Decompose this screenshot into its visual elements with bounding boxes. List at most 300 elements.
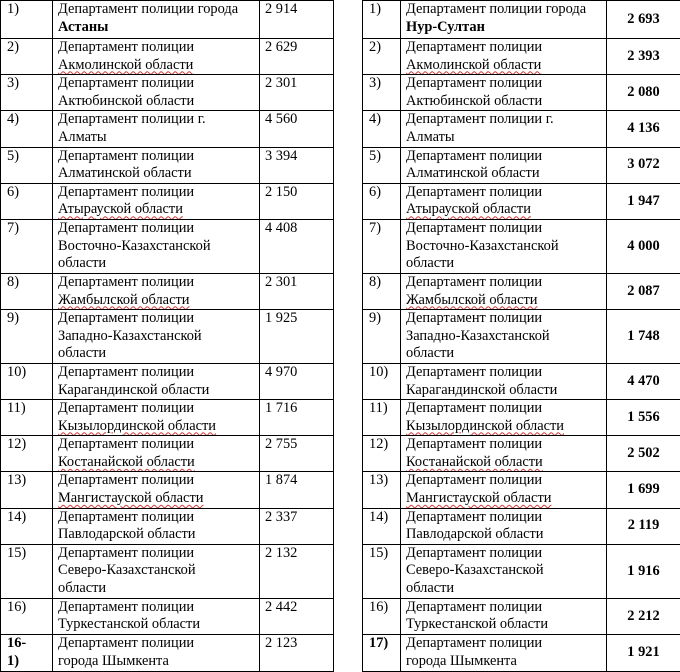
department-region-line xyxy=(58,93,254,111)
staff-count: 2 502 xyxy=(627,445,659,461)
staff-count: 2 914 xyxy=(265,1,297,17)
staff-count-cell xyxy=(607,310,680,364)
staff-count-cell xyxy=(260,39,334,75)
row-number-cell xyxy=(1,111,53,147)
department-name-line: Департамент полиции xyxy=(406,400,601,418)
department-region-line xyxy=(58,382,254,400)
department-name-line: Департамент полиции xyxy=(406,599,601,617)
department-region-text: Туркестанской области xyxy=(58,616,200,632)
department-name-line: Департамент полиции xyxy=(406,509,601,527)
row-number: 8) xyxy=(369,274,381,290)
department-name-cell xyxy=(53,183,260,219)
department-region-text: города Шымкента xyxy=(406,653,517,669)
department-name-line: Департамент полиции xyxy=(58,220,254,238)
table-row xyxy=(363,400,680,436)
table-row xyxy=(1,508,334,544)
table-row xyxy=(363,75,680,111)
department-name-cell xyxy=(53,219,260,273)
table-row xyxy=(1,598,334,634)
staff-count-cell xyxy=(607,508,680,544)
department-region-line xyxy=(406,653,601,671)
department-name-cell xyxy=(53,310,260,364)
department-region-text: Карагандинской области xyxy=(406,382,557,398)
row-number: 12) xyxy=(7,436,26,452)
department-region-text: Актюбинской области xyxy=(406,93,542,109)
table-row xyxy=(1,183,334,219)
row-number-cell xyxy=(363,436,401,472)
department-region-text: Северо-Казахстанской xyxy=(58,562,196,578)
row-number-cell xyxy=(363,544,401,598)
department-name-cell xyxy=(53,472,260,508)
staff-count: 2 132 xyxy=(265,545,297,561)
department-region-line xyxy=(58,292,254,310)
staff-count-cell xyxy=(260,183,334,219)
staff-count-cell xyxy=(607,1,680,39)
department-name-cell xyxy=(53,39,260,75)
staff-count: 4 136 xyxy=(627,120,659,136)
department-name-cell xyxy=(401,75,607,111)
staff-count: 2 123 xyxy=(265,635,297,651)
staff-count-cell xyxy=(260,273,334,309)
department-name-cell xyxy=(401,273,607,309)
department-region-text: Западно-Казахстанской xyxy=(406,328,550,344)
row-number: 9) xyxy=(7,310,19,326)
row-number-cell xyxy=(363,147,401,183)
table-row xyxy=(1,147,334,183)
staff-count-cell xyxy=(260,310,334,364)
department-name-line: Департамент полиции xyxy=(406,472,601,490)
department-name-line: области xyxy=(58,255,254,273)
department-region-text: Кызылординской области xyxy=(58,418,216,434)
staff-count: 2 337 xyxy=(265,509,297,525)
department-region-text: Алматы xyxy=(58,129,107,145)
department-name-line: Департамент полиции xyxy=(406,39,601,57)
staff-count-cell xyxy=(607,75,680,111)
row-number-cell xyxy=(1,472,53,508)
department-name-line: Департамент полиции xyxy=(58,599,254,617)
department-name-cell xyxy=(401,472,607,508)
row-number: 13) xyxy=(369,472,388,488)
row-number: 12) xyxy=(369,436,388,452)
department-region-text: Павлодарской области xyxy=(406,526,544,542)
department-city-name: Нур-Султан xyxy=(406,19,485,35)
staff-count-cell xyxy=(260,635,334,672)
row-number: 8) xyxy=(7,274,19,290)
department-region-line xyxy=(406,382,601,400)
department-name-cell xyxy=(53,598,260,634)
staff-count: 2 301 xyxy=(265,75,297,91)
row-number-cell xyxy=(1,310,53,364)
table-row xyxy=(363,1,680,39)
row-number-cell xyxy=(1,508,53,544)
staff-count: 2 693 xyxy=(627,11,659,27)
row-number-cell xyxy=(1,544,53,598)
department-region-line xyxy=(58,165,254,183)
department-name-line: Департамент полиции xyxy=(406,635,601,653)
row-number-cell xyxy=(363,363,401,399)
department-name-cell xyxy=(401,111,607,147)
department-name-line: области xyxy=(406,580,601,598)
row-number-cell xyxy=(363,1,401,39)
table-row xyxy=(1,273,334,309)
department-name-line: области xyxy=(58,345,254,363)
table-row xyxy=(363,598,680,634)
table-row xyxy=(363,544,680,598)
staff-count-cell xyxy=(607,183,680,219)
table-row xyxy=(1,544,334,598)
table-row xyxy=(363,147,680,183)
staff-count-cell xyxy=(607,598,680,634)
table-row xyxy=(363,635,680,672)
row-number: 6) xyxy=(369,184,381,200)
table-row xyxy=(1,1,334,39)
department-region-line xyxy=(58,526,254,544)
staff-count-cell xyxy=(607,472,680,508)
department-name-line: Департамент полиции xyxy=(58,400,254,418)
department-name-cell xyxy=(401,544,607,598)
table-row xyxy=(1,436,334,472)
staff-count-cell xyxy=(260,147,334,183)
staff-count: 1 925 xyxy=(265,310,297,326)
staff-count: 2 150 xyxy=(265,184,297,200)
table-row xyxy=(1,363,334,399)
staff-count: 2 087 xyxy=(627,283,659,299)
department-name-line: Департамент полиции xyxy=(58,274,254,292)
row-number-cell xyxy=(363,508,401,544)
department-region-text: Актюбинской области xyxy=(58,93,194,109)
staff-count: 4 408 xyxy=(265,220,297,236)
table-row xyxy=(363,363,680,399)
row-number: 3) xyxy=(7,75,19,91)
department-name-cell xyxy=(401,39,607,75)
table-row xyxy=(363,436,680,472)
department-region-text: Кызылординской области xyxy=(406,418,564,434)
row-number: 7) xyxy=(369,220,381,236)
department-name-cell xyxy=(53,635,260,672)
row-number: 10) xyxy=(7,364,26,380)
staff-count: 4 000 xyxy=(627,238,659,254)
row-number-cell xyxy=(1,363,53,399)
staff-count: 4 970 xyxy=(265,364,297,380)
staff-count-cell xyxy=(260,472,334,508)
department-region-line xyxy=(406,328,601,346)
row-number: 1) xyxy=(7,1,19,17)
row-number-cell xyxy=(1,1,53,39)
row-number: 11) xyxy=(369,400,388,416)
department-name-line: Департамент полиции г. xyxy=(406,111,601,129)
department-name-cell xyxy=(401,508,607,544)
table-row xyxy=(1,219,334,273)
department-name-cell xyxy=(53,508,260,544)
row-number-cell xyxy=(363,111,401,147)
department-region-line xyxy=(58,490,254,508)
department-name-cell xyxy=(53,111,260,147)
staff-count: 2 393 xyxy=(627,48,659,64)
staff-count: 2 442 xyxy=(265,599,297,615)
row-number: 9) xyxy=(369,310,381,326)
department-name-cell xyxy=(53,436,260,472)
department-region-text: Западно-Казахстанской xyxy=(58,328,202,344)
department-name-line: Департамент полиции xyxy=(58,310,254,328)
department-name-cell xyxy=(401,183,607,219)
row-number: 6) xyxy=(7,184,19,200)
row-number-cell xyxy=(363,400,401,436)
department-region-line xyxy=(406,616,601,634)
department-name-cell xyxy=(401,1,607,39)
row-number-cell xyxy=(1,436,53,472)
row-number: 3) xyxy=(369,75,381,91)
department-region-text: Мангистауской области xyxy=(406,490,551,506)
department-region-line xyxy=(58,238,254,256)
row-number: 11) xyxy=(7,400,26,416)
department-name-cell xyxy=(53,75,260,111)
staff-count-cell xyxy=(260,75,334,111)
department-name-line: Департамент полиции xyxy=(58,545,254,563)
staff-count-cell xyxy=(607,400,680,436)
row-number: 13) xyxy=(7,472,26,488)
department-region-line xyxy=(406,418,601,436)
table-row xyxy=(1,472,334,508)
staff-count: 1 947 xyxy=(627,193,659,209)
department-region-text: Алматинской области xyxy=(58,165,192,181)
row-number: 14) xyxy=(369,509,388,525)
row-number-cell xyxy=(1,400,53,436)
department-name-line: Департамент полиции xyxy=(58,75,254,93)
table-row xyxy=(363,219,680,273)
department-name-line: области xyxy=(58,580,254,598)
row-number: 5) xyxy=(7,148,19,164)
department-region-text: Карагандинской области xyxy=(58,382,209,398)
row-number: 1) xyxy=(369,1,381,17)
department-name-line: Департамент полиции xyxy=(406,310,601,328)
row-number-cell xyxy=(1,39,53,75)
staff-count: 2 212 xyxy=(627,608,659,624)
department-region-text: Акмолинской области xyxy=(406,57,541,73)
department-region-text: Костанайской области xyxy=(406,454,543,470)
row-number: 15) xyxy=(7,545,26,561)
department-region-text: Мангистауской области xyxy=(58,490,203,506)
department-region-line xyxy=(406,201,601,219)
department-region-line xyxy=(406,490,601,508)
department-region-line xyxy=(406,165,601,183)
staff-count: 3 072 xyxy=(627,156,659,172)
staff-count: 1 699 xyxy=(627,481,659,497)
row-number-cell xyxy=(363,273,401,309)
staff-count-cell xyxy=(607,111,680,147)
row-number-cell xyxy=(363,635,401,672)
staff-count-cell xyxy=(260,598,334,634)
table-row xyxy=(1,75,334,111)
staff-count: 2 119 xyxy=(628,517,660,533)
department-name-cell xyxy=(401,219,607,273)
table-row xyxy=(1,310,334,364)
row-number-cell xyxy=(1,183,53,219)
row-number: 5) xyxy=(369,148,381,164)
staff-count: 4 560 xyxy=(265,111,297,127)
left-table xyxy=(0,0,334,672)
department-region-text: Павлодарской области xyxy=(58,526,196,542)
table-row xyxy=(363,472,680,508)
row-number-cell xyxy=(363,472,401,508)
department-name-line: Департамент полиции xyxy=(58,635,254,653)
table-row xyxy=(1,635,334,672)
staff-count-cell xyxy=(607,273,680,309)
department-name-line: Департамент полиции xyxy=(406,545,601,563)
staff-count-cell xyxy=(260,111,334,147)
department-name-line: области xyxy=(406,345,601,363)
department-city-name: Астаны xyxy=(58,19,108,35)
row-number-cell xyxy=(1,219,53,273)
department-name-cell xyxy=(401,147,607,183)
staff-count-cell xyxy=(607,544,680,598)
staff-count-cell xyxy=(607,363,680,399)
row-number: 15) xyxy=(369,545,388,561)
row-number: 16- 1) xyxy=(7,635,26,669)
department-name-cell xyxy=(53,147,260,183)
table-row xyxy=(363,39,680,75)
staff-count: 1 874 xyxy=(265,472,297,488)
department-name-prefix: Департамент полиции города xyxy=(406,1,586,17)
row-number: 14) xyxy=(7,509,26,525)
staff-count: 2 629 xyxy=(265,39,297,55)
row-number: 7) xyxy=(7,220,19,236)
department-name-cell xyxy=(53,400,260,436)
department-name-line: Департамент полиции xyxy=(406,436,601,454)
staff-count: 1 716 xyxy=(265,400,297,416)
department-name-line: Департамент полиции xyxy=(406,220,601,238)
row-number: 17) xyxy=(369,635,388,651)
department-region-line xyxy=(406,454,601,472)
department-name-cell xyxy=(401,436,607,472)
department-name-cell xyxy=(401,363,607,399)
department-region-text: Восточно-Казахстанской xyxy=(406,238,559,254)
department-name-line: Департамент полиции xyxy=(58,436,254,454)
department-name-line: Департамент полиции xyxy=(406,274,601,292)
department-name-line: Департамент полиции xyxy=(58,148,254,166)
row-number-cell xyxy=(363,183,401,219)
row-number-cell xyxy=(1,75,53,111)
department-region-line xyxy=(58,418,254,436)
department-name-cell xyxy=(53,273,260,309)
department-name-cell xyxy=(401,400,607,436)
department-name-line: Департамент полиции xyxy=(58,472,254,490)
department-name-line: Департамент полиции xyxy=(406,184,601,202)
row-number: 4) xyxy=(369,111,381,127)
table-row xyxy=(363,273,680,309)
staff-count: 3 394 xyxy=(265,148,297,164)
department-region-line xyxy=(58,653,254,671)
department-region-line xyxy=(58,328,254,346)
department-region-line xyxy=(406,93,601,111)
department-name-line: Департамент полиции xyxy=(406,75,601,93)
staff-count-cell xyxy=(260,508,334,544)
row-number-cell xyxy=(363,310,401,364)
department-region-line xyxy=(406,57,601,75)
staff-count-cell xyxy=(260,363,334,399)
row-number: 16) xyxy=(7,599,26,615)
staff-count: 1 916 xyxy=(627,563,659,579)
department-name-cell xyxy=(53,544,260,598)
department-region-text: Костанайской области xyxy=(58,454,195,470)
staff-count: 4 470 xyxy=(627,373,659,389)
staff-count-cell xyxy=(607,219,680,273)
row-number-cell xyxy=(1,635,53,672)
row-number-cell xyxy=(363,219,401,273)
row-number: 2) xyxy=(7,39,19,55)
staff-count-cell xyxy=(260,1,334,39)
department-region-text: Восточно-Казахстанской xyxy=(58,238,211,254)
department-region-text: Северо-Казахстанской xyxy=(406,562,544,578)
staff-count-cell xyxy=(607,39,680,75)
department-name-cell xyxy=(401,310,607,364)
department-region-line xyxy=(406,238,601,256)
staff-count: 1 556 xyxy=(627,409,659,425)
staff-count-cell xyxy=(607,436,680,472)
department-name-line: Департамент полиции xyxy=(58,39,254,57)
row-number-cell xyxy=(363,75,401,111)
department-region-line xyxy=(406,562,601,580)
department-region-line xyxy=(406,526,601,544)
department-region-line xyxy=(58,201,254,219)
staff-count: 1 921 xyxy=(627,644,659,660)
department-name-line: Департамент полиции xyxy=(406,364,601,382)
department-region-line xyxy=(58,454,254,472)
department-name-prefix: Департамент полиции города xyxy=(58,1,238,17)
staff-count-cell xyxy=(260,436,334,472)
department-region-line xyxy=(58,562,254,580)
right-table xyxy=(362,0,680,672)
department-region-text: Жамбылской области xyxy=(406,292,537,308)
row-number-cell xyxy=(363,39,401,75)
department-name-cell xyxy=(401,635,607,672)
department-region-line xyxy=(58,616,254,634)
row-number: 10) xyxy=(369,364,388,380)
staff-count: 2 301 xyxy=(265,274,297,290)
department-region-text: Алматы xyxy=(406,129,455,145)
department-region-line xyxy=(406,292,601,310)
department-region-text: Акмолинской области xyxy=(58,57,193,73)
department-region-text: Туркестанской области xyxy=(406,616,548,632)
staff-count-cell xyxy=(260,400,334,436)
table-row xyxy=(1,400,334,436)
department-name-line: Департамент полиции xyxy=(406,148,601,166)
department-name-line: Департамент полиции xyxy=(58,184,254,202)
row-number: 4) xyxy=(7,111,19,127)
department-name-line: Департамент полиции г. xyxy=(58,111,254,129)
table-row xyxy=(363,183,680,219)
staff-count: 2 755 xyxy=(265,436,297,452)
department-name-line: Департамент полиции xyxy=(58,509,254,527)
table-row xyxy=(363,111,680,147)
table-row xyxy=(1,111,334,147)
table-row xyxy=(363,310,680,364)
row-number-cell xyxy=(1,147,53,183)
row-number-cell xyxy=(1,598,53,634)
table-row xyxy=(363,508,680,544)
staff-count: 2 080 xyxy=(627,84,659,100)
department-name-line: Департамент полиции xyxy=(58,364,254,382)
row-number-cell xyxy=(363,598,401,634)
row-number: 16) xyxy=(369,599,388,615)
table-gap xyxy=(334,0,361,667)
department-region-line xyxy=(406,129,601,147)
row-number: 2) xyxy=(369,39,381,55)
department-region-text: Алматинской области xyxy=(406,165,540,181)
department-region-text: Атырауской области xyxy=(58,201,183,217)
staff-count: 1 748 xyxy=(627,328,659,344)
department-region-text: Атырауской области xyxy=(406,201,531,217)
row-number-cell xyxy=(1,273,53,309)
